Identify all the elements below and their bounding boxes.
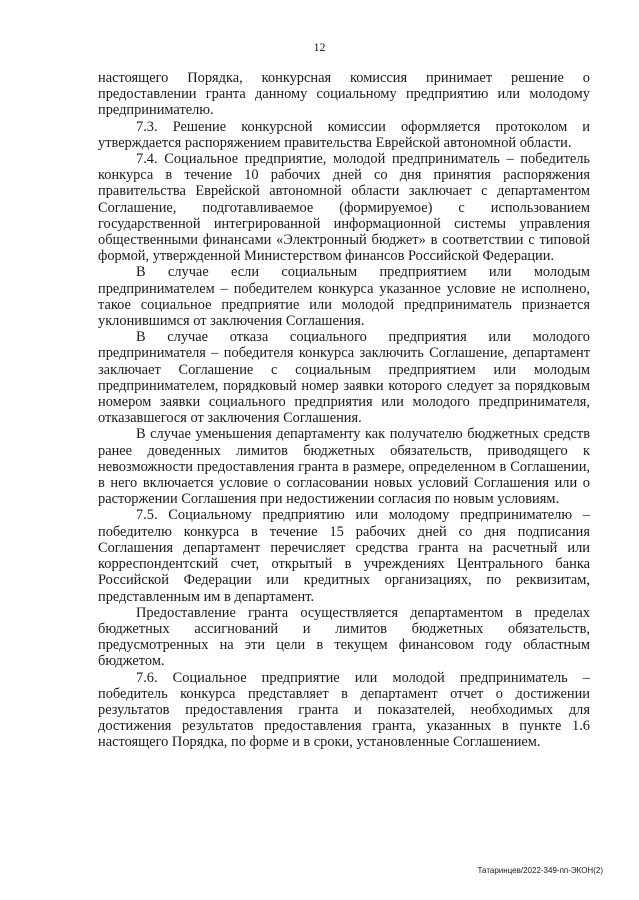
page-body [98,70,590,751]
paragraph-refusal: В случае отказа социального предприятия или молодого предпринимателя – победителя конкурса заключить Соглашение, департамент заключает Соглашение с социальным предприятием или молодым предпринимателем, порядковый номер заявки которого следует за порядковым номером заявки социального предприятия или молодого предпринимателя, отказавшегося от заключения Соглашения. [98,329,590,427]
paragraph-continuation: настоящего Порядка, конкурсная комиссия принимает решение о предоставлении гранта данному социальному предприятию или молодому предпринимателю. [98,70,590,119]
page-number: 12 [313,40,326,54]
paragraph-grant-provision: Предоставление гранта осуществляется департаментом в пределах бюджетных ассигнований и лимитов бюджетных обязательств, предусмотренных на эти цели в текущем финансовом году областным бюджетом. [98,604,590,670]
paragraph-7-4: 7.4. Социальное предприятие, молодой предприниматель – победитель конкурса в течение 10 рабочих дней со дня принятия распоряжения правительства Еврейской автономной области заключает с департаментом Соглашение, подготавливаемое (формируемое) с использованием государственной интегрированной информационной системы управления общественными финансами «Электронный бюджет» в соответствии с типовой формой, утвержденной Министерством финансов Российской Федерации. [98,151,590,265]
paragraph-7-3: 7.3. Решение конкурсной комиссии оформляется протоколом и утверждается распоряжением правительства Еврейской автономной области. [98,118,590,151]
paragraph-limits-reduction: В случае уменьшения департаменту как получателю бюджетных средств ранее доведенных лимитов бюджетных обязательств, приводящего к невозможности предоставления гранта в размере, определенном в Соглашении, в него включается условие о согласовании новых условий Соглашения или о расторжении Соглашения при недостижении согласия по новым условиям. [98,426,590,508]
paragraph-7-5: 7.5. Социальному предприятию или молодому предпринимателю – победителю конкурса в течение 15 рабочих дней со дня подписания Соглашения департамент перечисляет средства гранта на расчетный или корреспондентский счет, открытый в учреждениях Центрального банка Российской Федерации или кредитных организациях, по реквизитам, представленным им в департамент. [98,507,590,605]
paragraph-7-6: 7.6. Социальное предприятие или молодой предприниматель – победитель конкурса представляет в департамент отчет о достижении результатов предоставления гранта и показателей, необходимых для достижения результатов предоставления гранта, указанных в пункте 1.6 настоящего Порядка, по форме и в сроки, установленные Соглашением. [98,669,590,751]
document-footer-code: Татаринцев/2022-349-пп-ЭКОН(2) [477,866,603,875]
paragraph-evasion: В случае если социальным предприятием или молодым предпринимателем – победителем конкурса указанное условие не исполнено, такое социальное предприятие или молодой предприниматель признается уклонившимся от заключения Соглашения. [98,264,590,330]
